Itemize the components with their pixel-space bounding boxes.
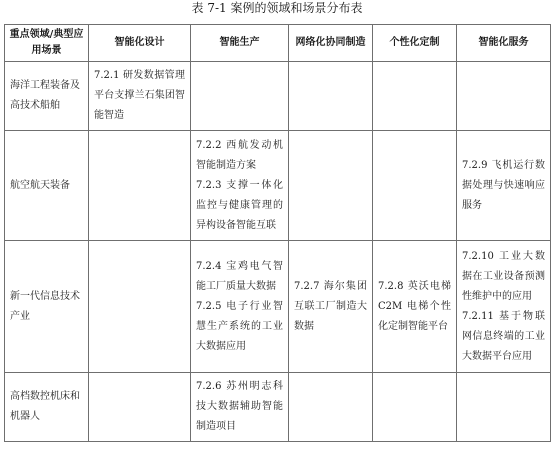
row-domain-cell: 新一代信息技术产业 — [5, 241, 89, 373]
case-distribution-table — [4, 24, 551, 442]
table-cell — [289, 131, 373, 241]
table-cell — [457, 373, 551, 442]
case-entry: 7.2.7 海尔集团互联工厂制造大数据 — [294, 280, 367, 332]
case-entry: 7.2.2 西航发动机智能制造方案 — [196, 139, 283, 171]
case-entry: 7.2.11 基于物联网信息终端的工业大数据平台应用 — [462, 310, 545, 362]
case-entry: 7.2.9 飞机运行数据处理与快速响应服务 — [462, 159, 545, 211]
case-entry: 7.2.6 苏州明志科技大数据辅助智能制造项目 — [196, 381, 283, 432]
table-cell — [373, 131, 457, 241]
table-cell — [457, 241, 551, 373]
table-row — [5, 373, 551, 442]
column-header-domain: 重点领域/典型应用场景 — [5, 25, 89, 62]
table-cell — [191, 131, 289, 241]
row-domain-cell: 海洋工程装备及高技术船舶 — [5, 62, 89, 131]
table-cell — [89, 62, 191, 131]
column-header-networked-manufacturing: 网络化协同制造 — [289, 25, 373, 62]
case-entry: 7.2.4 宝鸡电气智能工厂质量大数据 — [196, 260, 283, 292]
case-entry: 7.2.10 工业大数据在工业设备预测性维护中的应用 — [462, 250, 545, 302]
table-cell — [89, 131, 191, 241]
table-cell — [289, 373, 373, 442]
column-header-smart-production: 智能生产 — [191, 25, 289, 62]
table-row — [5, 62, 551, 131]
table-cell — [89, 241, 191, 373]
table-cell — [191, 241, 289, 373]
table-cell — [373, 62, 457, 131]
case-entry: 7.2.8 英沃电梯C2M 电梯个性化定制智能平台 — [378, 280, 451, 332]
case-entry: 7.2.5 电子行业智慧生产系统的工业大数据应用 — [196, 300, 283, 352]
column-header-customization: 个性化定制 — [373, 25, 457, 62]
table-cell — [289, 62, 373, 131]
column-header-smart-design: 智能化设计 — [89, 25, 191, 62]
table-row — [5, 241, 551, 373]
row-domain-cell: 高档数控机床和机器人 — [5, 373, 89, 442]
table-cell — [289, 241, 373, 373]
table-row — [5, 131, 551, 241]
table-cell — [191, 373, 289, 442]
case-entry: 7.2.1 研发数据管理平台支撑兰石集团智能智造 — [94, 70, 185, 121]
header-row — [5, 25, 551, 62]
table-cell — [191, 62, 289, 131]
table-cell — [373, 241, 457, 373]
table-cell — [89, 373, 191, 442]
case-entry: 7.2.3 支撑一体化监控与健康管理的异构设备智能互联 — [196, 179, 283, 231]
table-cell — [373, 373, 457, 442]
table-cell — [457, 62, 551, 131]
column-header-smart-service: 智能化服务 — [457, 25, 551, 62]
row-domain-cell: 航空航天装备 — [5, 131, 89, 241]
table-caption: 表 7-1 案例的领域和场景分布表 — [191, 1, 363, 15]
table-cell — [457, 131, 551, 241]
